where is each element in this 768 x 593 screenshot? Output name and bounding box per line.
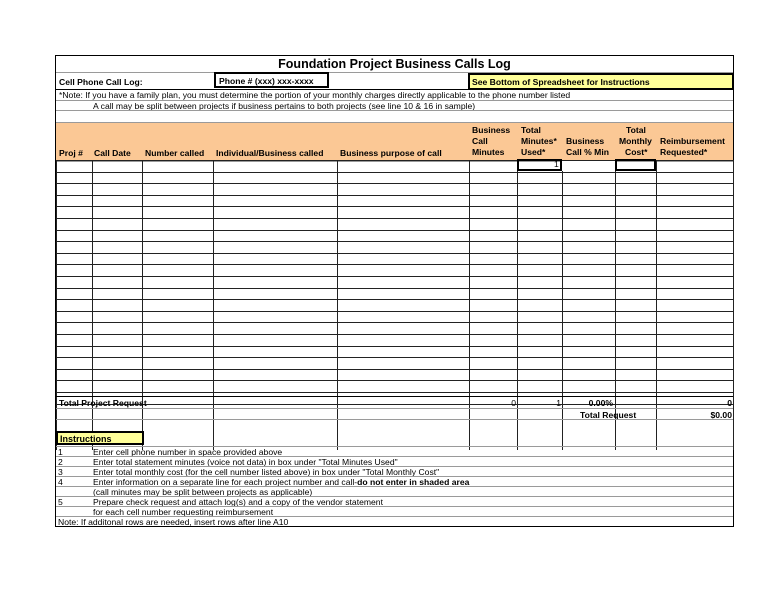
instruction-text: Enter total statement minutes (voice not data) in box under "Total Minutes Used" — [93, 457, 398, 467]
spacer-row — [56, 110, 733, 122]
footer-note: Note: If additonal rows are needed, insert rows after line A10 — [58, 517, 289, 527]
col-proj: Proj # — [59, 148, 83, 158]
instruction-item — [56, 456, 733, 466]
total-minutes: 1 — [556, 398, 561, 408]
col-individual: Individual/Business called — [216, 148, 324, 158]
instruction-item — [56, 506, 733, 516]
col-reimb-1: Reimbursement — [660, 136, 725, 146]
instruction-text: for each cell number requesting reimbursement — [93, 507, 274, 517]
table-row-line — [56, 206, 733, 207]
table-row-line — [56, 334, 733, 335]
instruction-item — [56, 486, 733, 496]
table-row-line — [56, 172, 733, 173]
total-project-label: Total Project Request — [59, 398, 147, 408]
instruction-number: 3 — [58, 467, 63, 477]
spacer-row-2 — [56, 419, 733, 430]
total-project-row — [56, 396, 733, 408]
table-row-line — [56, 311, 733, 312]
col-call-date: Call Date — [94, 148, 131, 158]
instruction-item — [56, 466, 733, 476]
call-log-label: Cell Phone Call Log: — [59, 77, 143, 87]
instruction-text: Enter total monthly cost (for the cell number listed above) in box under "Total Monthly Cost" — [93, 467, 440, 477]
table-row-line — [56, 253, 733, 254]
col-biz-minutes-1: Business — [472, 125, 511, 135]
total-pct: 0.00% — [588, 398, 613, 408]
family-plan-note: *Note: If you have a family plan, you must determine the portion of your monthly charges directly applicable to the phone number listed — [59, 90, 571, 100]
first-row-total-minutes: 1 — [554, 159, 559, 169]
table-row-line — [56, 369, 733, 370]
col-monthly-cost-3: Cost* — [625, 147, 648, 157]
call-log-table[interactable] — [56, 160, 733, 414]
table-row-line — [56, 230, 733, 231]
column-header-row — [56, 122, 733, 162]
col-biz-minutes-2: Call — [472, 136, 488, 146]
footer-note-row — [56, 516, 733, 527]
total-request-value: $0.00 — [710, 410, 732, 420]
instructions-notice: See Bottom of Spreadsheet for Instructions — [468, 73, 734, 90]
instruction-number: 2 — [58, 457, 63, 467]
table-row-line — [56, 218, 733, 219]
col-total-minutes-1: Total — [521, 125, 541, 135]
col-total-minutes-2: Minutes* — [521, 136, 557, 146]
instruction-text: Enter information on a separate line for each project number and call-do not enter in shaded area — [93, 477, 470, 487]
table-row-line — [56, 276, 733, 277]
col-biz-pct-2: Call % Min — [566, 147, 609, 157]
split-call-note: A call may be split between projects if business pertains to both projects (see line 10 & 16 in sample) — [93, 101, 476, 111]
instruction-text: Enter cell phone number in space provided above — [93, 447, 283, 457]
table-row-line — [56, 241, 733, 242]
col-biz-pct-1: Business — [566, 136, 605, 146]
table-row-line — [56, 183, 733, 184]
input-box[interactable] — [615, 159, 656, 171]
table-row-line — [56, 380, 733, 381]
table-row-line — [56, 346, 733, 347]
note-row-2 — [56, 100, 733, 110]
total-biz-minutes: 0 — [511, 398, 516, 408]
instruction-text: (call minutes may be split between projects as applicable) — [93, 487, 313, 497]
col-reimb-2: Requested* — [660, 147, 708, 157]
instruction-number: 1 — [58, 447, 63, 457]
table-row-line — [56, 299, 733, 300]
table-row-line — [56, 392, 733, 393]
instruction-number: 4 — [58, 477, 63, 487]
table-row-line — [56, 322, 733, 323]
spreadsheet — [55, 55, 734, 527]
instruction-item — [56, 446, 733, 456]
table-row-line — [56, 357, 733, 358]
instruction-text: Prepare check request and attach log(s) and a copy of the vendor statement — [93, 497, 383, 507]
col-purpose: Business purpose of call — [340, 148, 442, 158]
col-monthly-cost-1: Total — [626, 125, 646, 135]
instruction-number: 5 — [58, 497, 63, 507]
col-monthly-cost-2: Monthly — [619, 136, 652, 146]
instruction-item — [56, 496, 733, 506]
table-row-line — [56, 264, 733, 265]
total-reimb: 0 — [727, 398, 732, 408]
total-request-row — [56, 408, 733, 419]
table-row-line — [56, 195, 733, 196]
col-number-called: Number called — [145, 148, 205, 158]
instructions-heading: Instructions — [56, 431, 144, 445]
table-column-line — [733, 160, 734, 450]
total-request-label: Total Request — [580, 410, 637, 420]
page-title: Foundation Project Business Calls Log — [278, 57, 511, 71]
instruction-bold: do not enter in shaded area — [357, 477, 470, 487]
instruction-item — [56, 476, 733, 486]
col-total-minutes-3: Used* — [521, 147, 546, 157]
col-biz-minutes-3: Minutes — [472, 147, 505, 157]
table-row-line — [56, 288, 733, 289]
note-row-1 — [56, 89, 733, 100]
phone-number-field[interactable]: Phone # (xxx) xxx-xxxx — [214, 72, 329, 88]
